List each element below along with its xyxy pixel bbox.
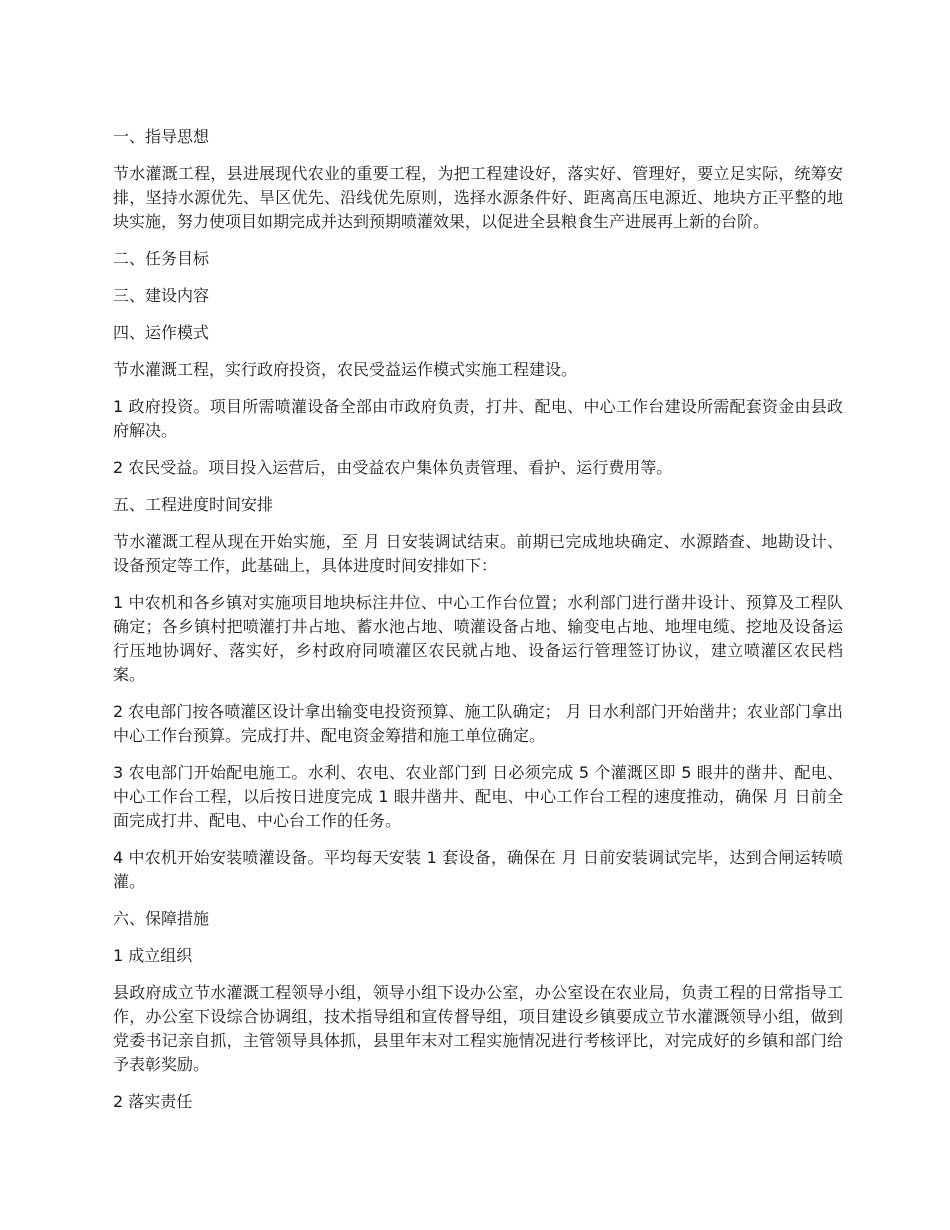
paragraph-schedule-step-3: 3 农电部门开始配电施工。水利、农电、农业部门到 日必须完成 5 个灌溉区即 5 眼井的凿井、配电、中心工作台工程，以后按日进度完成 1 眼井凿井、配电、中心工作台工程的速度推动，确保 月 日前全面完成打井、配电、中心台工作的任务。 [113,763,843,830]
paragraph-schedule-step-4: 4 中农机开始安装喷灌设备。平均每天安装 1 套设备，确保在 月 日前安装调试完毕，达到合闸运转喷灌。 [113,848,843,891]
paragraph-schedule-step-1: 1 中农机和各乡镇对实施项目地块标注井位、中心工作台位置；水利部门进行凿井设计、预算及工程队确定；各乡镇村把喷灌打井占地、蓄水池占地、喷灌设备占地、输变电占地、地埋电缆、挖地及设备运行压地协调好、落实好，乡村政府同喷灌区农民就占地、设备运行管理签订协议，建立喷灌区农民档案。 [113,593,843,684]
heading-construction-content: 三、建设内容 [113,286,210,305]
paragraph-establish-organization: 县政府成立节水灌溉工程领导小组，领导小组下设办公室，办公室设在农业局，负责工程的日常指导工作，办公室下设综合协调组，技术指导组和宣传督导组，项目建设乡镇要成立节水灌溉领导小组，做到党委书记亲自抓，主管领导具体抓，县里年末对工程实施情况进行考核评比，对完成好的乡镇和部门给予表彰奖励。 [113,983,843,1074]
subheading-implement-responsibility: 2 落实责任 [113,1092,193,1111]
paragraph-farmer-benefit: 2 农民受益。项目投入运营后，由受益农户集体负责管理、看护、运行费用等。 [113,458,673,477]
heading-task-goals: 二、任务目标 [113,249,210,268]
paragraph-government-investment: 1 政府投资。项目所需喷灌设备全部由市政府负责，打井、配电、中心工作台建设所需配套资金由县政府解决。 [113,397,843,440]
document-body [113,125,843,1127]
heading-safeguards: 六、保障措施 [113,909,210,928]
heading-schedule: 五、工程进度时间安排 [113,495,274,514]
paragraph-schedule-intro: 节水灌溉工程从现在开始实施，至 月 日安装调试结束。前期已完成地块确定、水源踏查、地勘设计、设备预定等工作，此基础上，具体进度时间安排如下： [113,532,843,575]
heading-guiding-ideology: 一、指导思想 [113,127,210,146]
paragraph-operation-mode: 节水灌溉工程，实行政府投资，农民受益运作模式实施工程建设。 [113,360,578,379]
paragraph-schedule-step-2: 2 农电部门按各喷灌区设计拿出输变电投资预算、施工队确定； 月 日水利部门开始凿井；农业部门拿出中心工作台预算。完成打井、配电资金筹措和施工单位确定。 [113,702,843,745]
subheading-establish-organization: 1 成立组织 [113,946,193,965]
heading-operation-mode: 四、运作模式 [113,323,210,342]
paragraph-guiding-ideology: 节水灌溉工程，县进展现代农业的重要工程，为把工程建设好，落实好、管理好，要立足实际，统筹安排，坚持水源优先、旱区优先、沿线优先原则，选择水源条件好、距离高压电源近、地块方正平整的地块实施，努力使项目如期完成并达到预期喷灌效果，以促进全县粮食生产进展再上新的台阶。 [113,164,843,231]
